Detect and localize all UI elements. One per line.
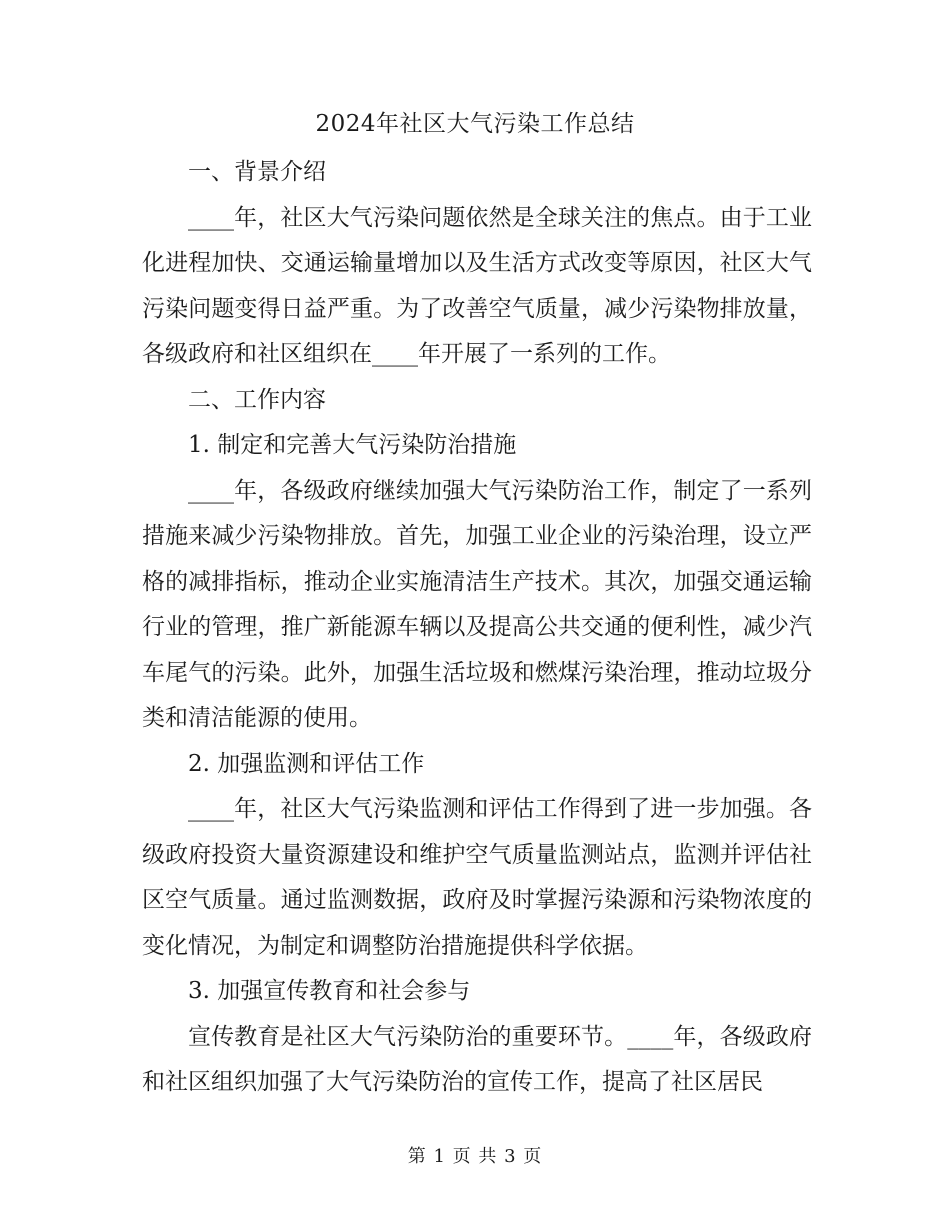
heading-background: 一、背景介绍 (188, 159, 326, 185)
heading-work-content: 二、工作内容 (188, 386, 326, 413)
page-footer: 第 1 页 共 3 页 (407, 1146, 543, 1167)
paragraph-monitoring: ____年，社区大气污染监测和评估工作得到了进一步加强。各级政府投资大量资源建设和维护空气质量监测站点，监测并评估社区空气质量。通过监测数据，政府及时掌握污染源和污染物浓度的变化情况，为制定和调整防治措施提供科学依据。 (142, 796, 812, 959)
document-body (142, 150, 812, 1106)
paragraph-background: ____年，社区大气污染问题依然是全球关注的焦点。由于工业化进程加快、交通运输量增加以及生活方式改变等原因，社区大气污染问题变得日益严重。为了改善空气质量，减少污染物排放量，各级政府和社区组织在____年开展了一系列的工作。 (142, 204, 812, 367)
subheading-measures: 1. 制定和完善大气污染防治措施 (188, 432, 517, 458)
subheading-publicity: 3. 加强宣传教育和社会参与 (188, 978, 471, 1004)
document-title: 2024年社区大气污染工作总结 (315, 111, 635, 137)
paragraph-measures: ____年，各级政府继续加强大气污染防治工作，制定了一系列措施来减少污染物排放。首先，加强工业企业的污染治理，设立严格的减排指标，推动企业实施清洁生产技术。其次，加强交通运输行业的管理，推广新能源车辆以及提高公共交通的便利性，减少汽车尾气的污染。此外，加强生活垃圾和燃煤污染治理，推动垃圾分类和清洁能源的使用。 (142, 477, 812, 731)
paragraph-publicity: 宣传教育是社区大气污染防治的重要环节。____年，各级政府和社区组织加强了大气污染防治的宣传工作，提高了社区居民 (142, 1023, 812, 1095)
subheading-monitoring: 2. 加强监测和评估工作 (188, 750, 425, 777)
